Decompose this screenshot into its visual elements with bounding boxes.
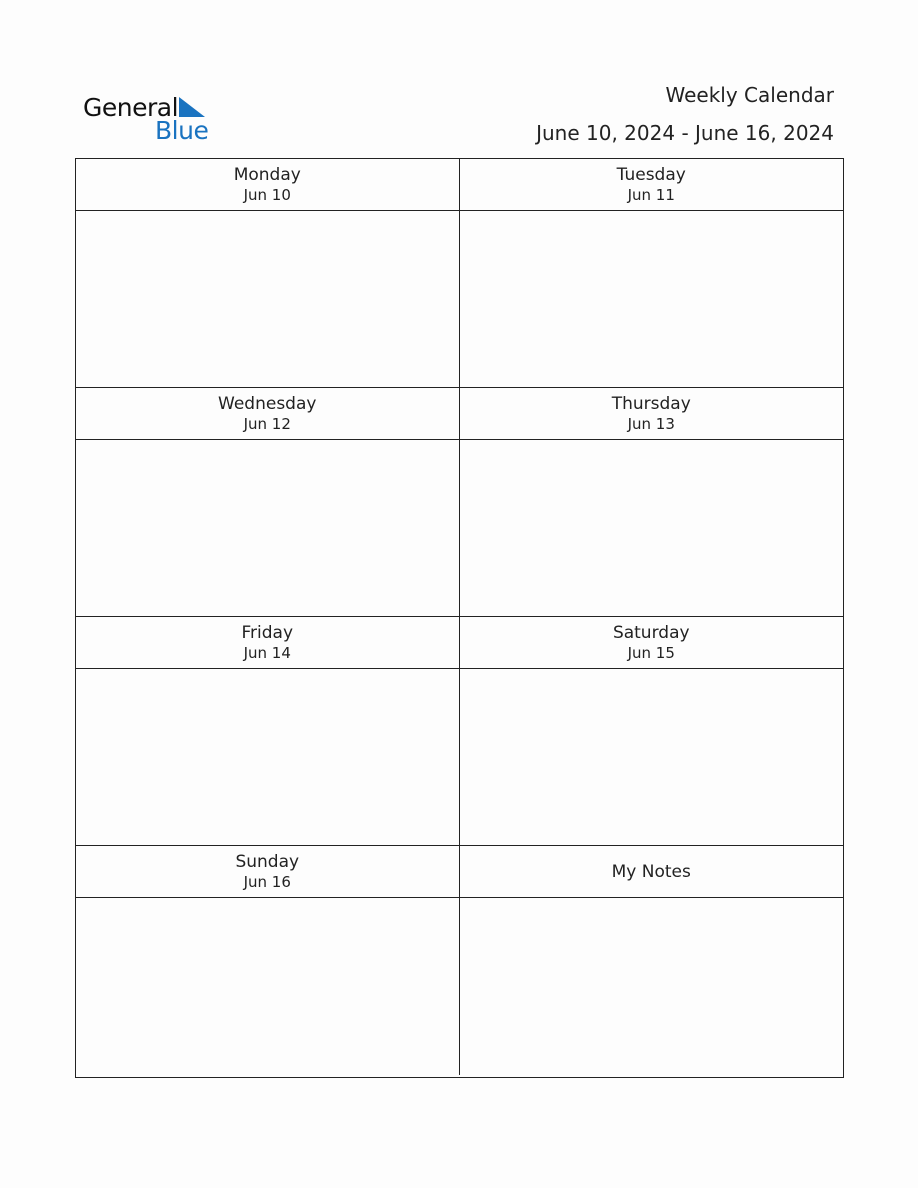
day-name: Thursday	[611, 393, 691, 414]
logo	[83, 93, 213, 148]
day-date: Jun 13	[627, 414, 675, 433]
calendar-grid	[75, 158, 844, 1078]
day-name: Monday	[233, 164, 301, 185]
day-body-saturday[interactable]	[460, 669, 844, 846]
day-header-sunday	[76, 846, 460, 898]
day-body-monday[interactable]	[76, 211, 460, 388]
day-body-wednesday[interactable]	[76, 440, 460, 617]
day-name: Friday	[241, 622, 294, 643]
notes-body[interactable]	[460, 898, 844, 1075]
day-date: Jun 12	[243, 414, 291, 433]
day-name: Sunday	[235, 851, 300, 872]
day-date: Jun 16	[243, 872, 291, 891]
date-range: June 10, 2024 - June 16, 2024	[536, 121, 834, 145]
day-header-friday	[76, 617, 460, 669]
day-date: Jun 11	[627, 185, 675, 204]
day-name: Wednesday	[218, 393, 317, 414]
day-date: Jun 10	[243, 185, 291, 204]
day-name: Saturday	[612, 622, 690, 643]
notes-label: My Notes	[611, 861, 691, 882]
day-body-sunday[interactable]	[76, 898, 460, 1075]
day-header-saturday	[460, 617, 844, 669]
page-title: Weekly Calendar	[665, 83, 834, 107]
day-body-friday[interactable]	[76, 669, 460, 846]
logo-text-blue: Blue	[155, 116, 209, 145]
day-body-thursday[interactable]	[460, 440, 844, 617]
day-date: Jun 14	[243, 643, 291, 662]
day-date: Jun 15	[627, 643, 675, 662]
notes-header	[460, 846, 844, 898]
day-header-tuesday	[460, 159, 844, 211]
day-header-monday	[76, 159, 460, 211]
day-header-thursday	[460, 388, 844, 440]
logo-text-general: General	[83, 93, 179, 122]
day-body-tuesday[interactable]	[460, 211, 844, 388]
day-header-wednesday	[76, 388, 460, 440]
day-name: Tuesday	[616, 164, 686, 185]
